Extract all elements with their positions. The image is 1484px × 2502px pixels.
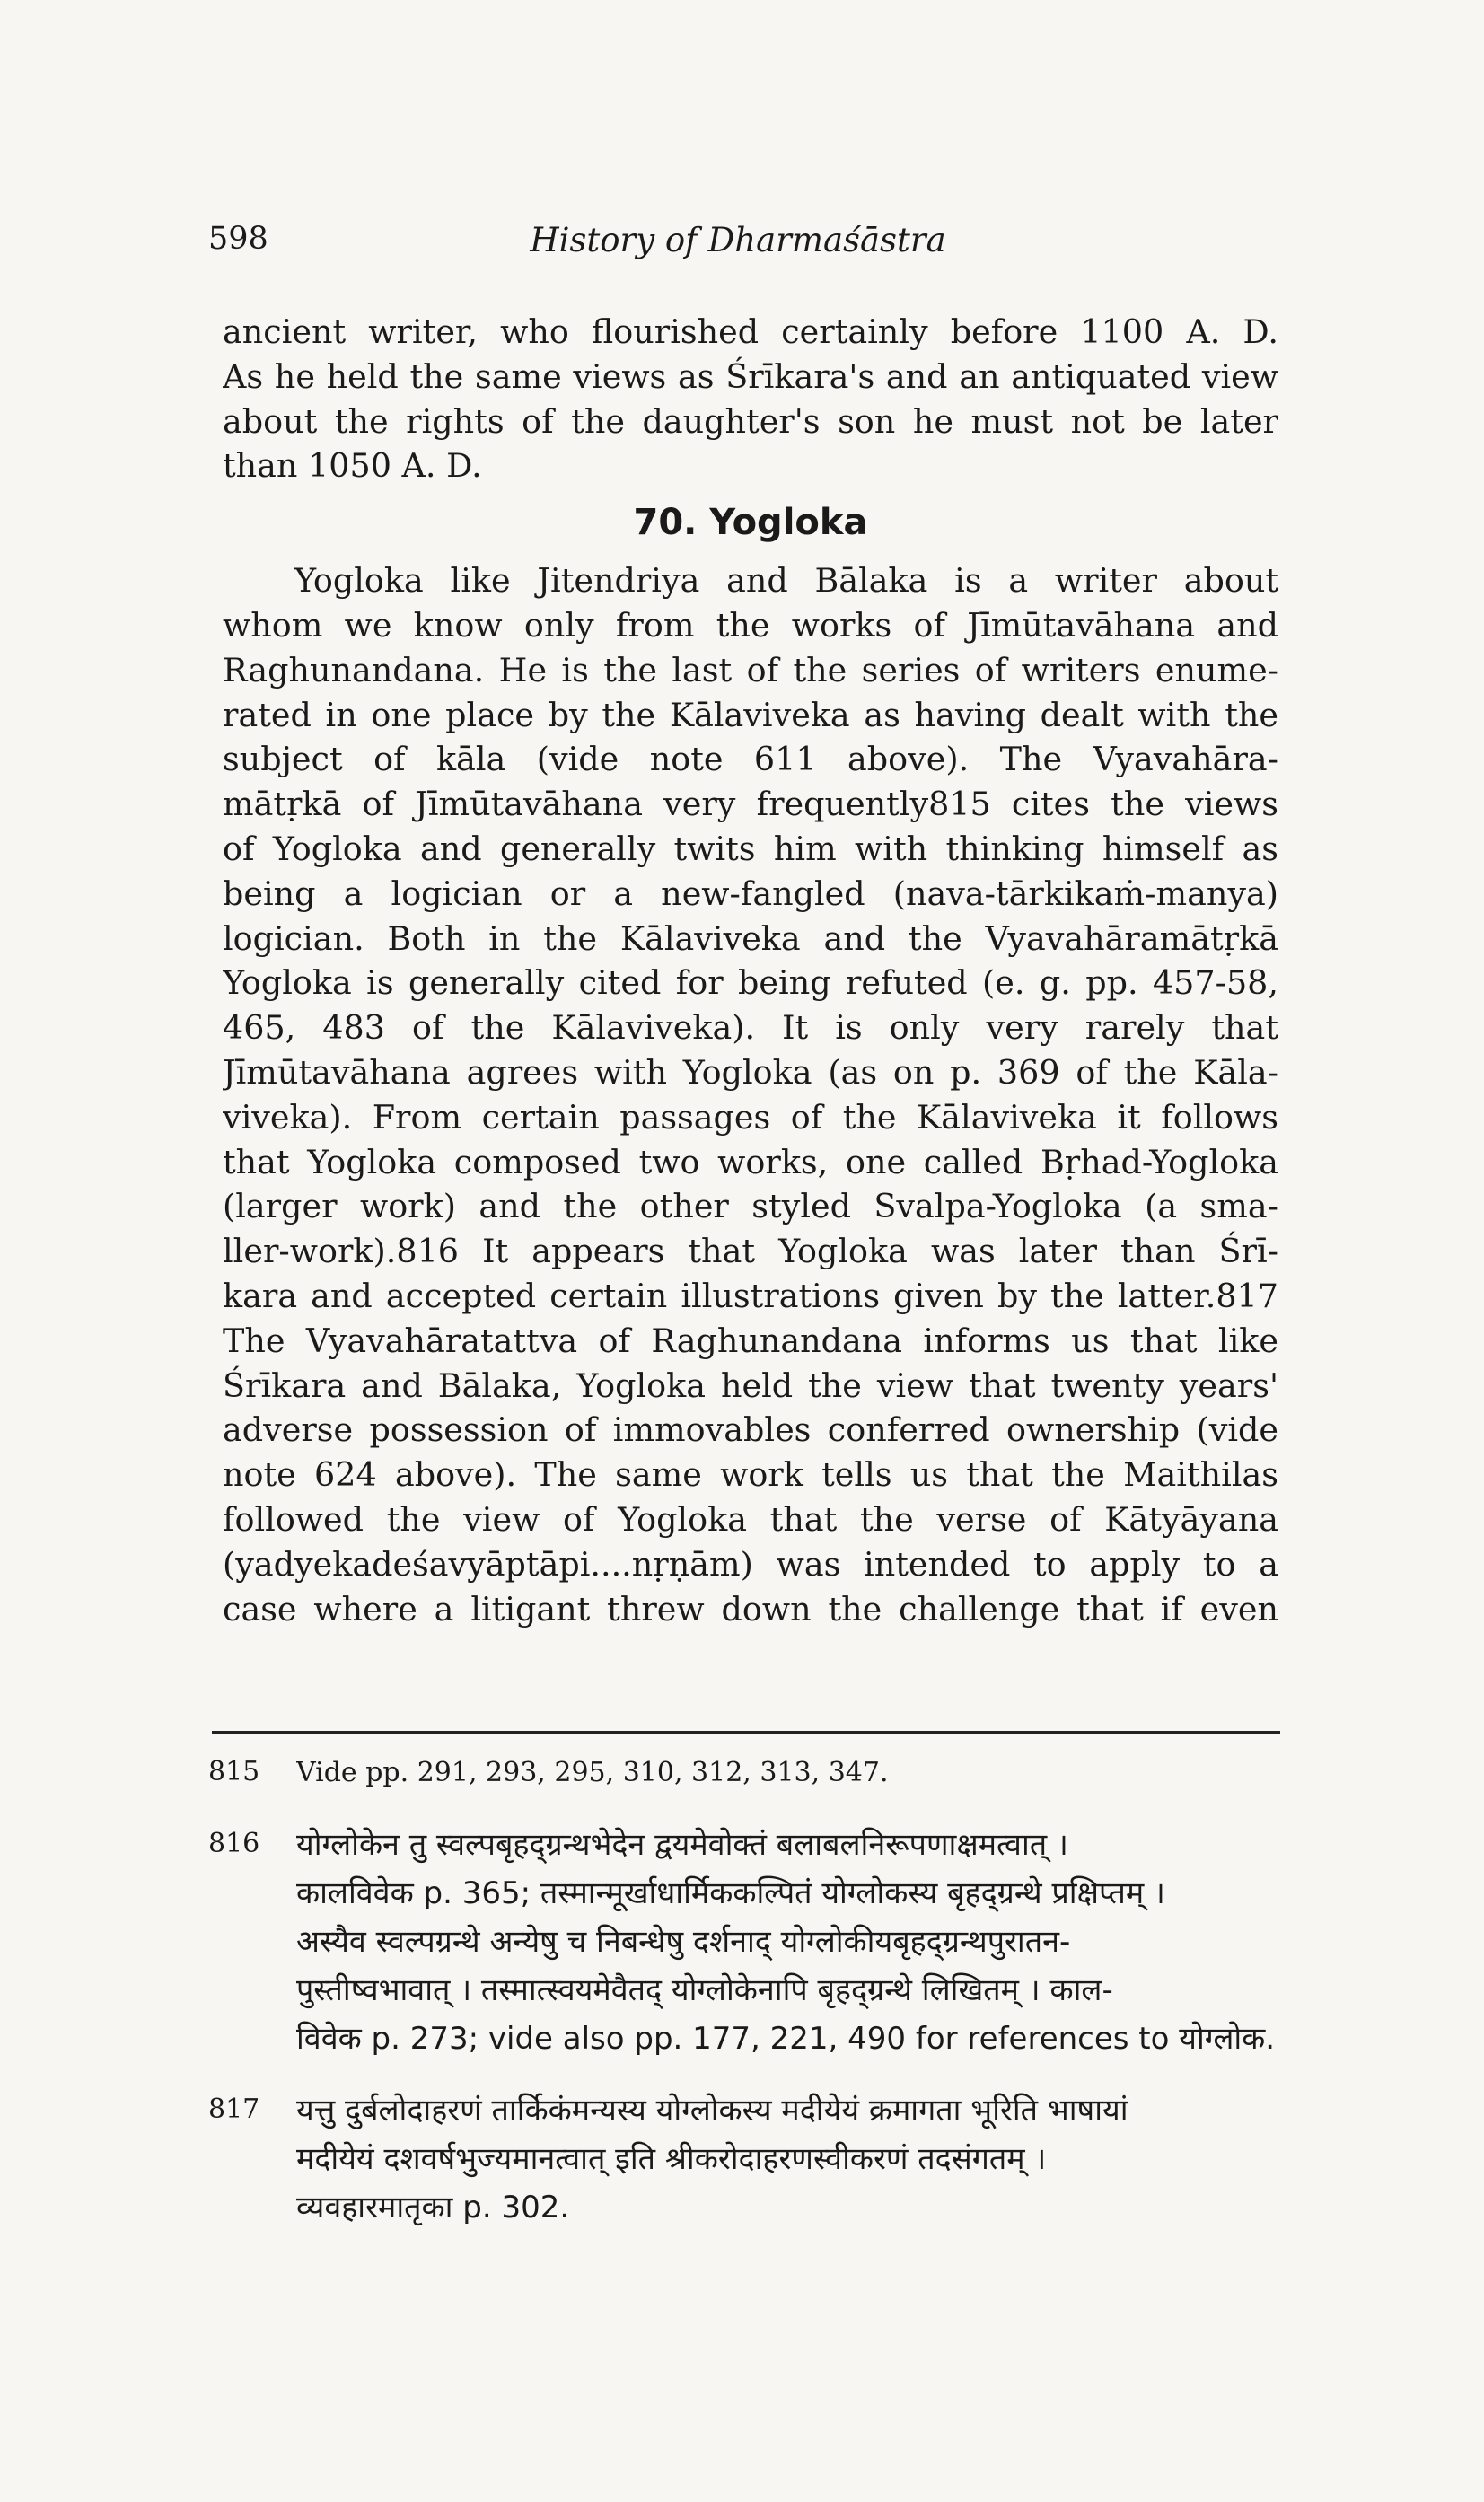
- footnote-number: 816: [208, 1828, 260, 1859]
- footnote-line: योग्लोकेन तु स्वल्पबृहद्ग्रन्थभेदेन द्वयमेवोक्तं बलाबलनिरूपणाक्षमत्वात् ।: [296, 1827, 1068, 1863]
- footnotes: [208, 1749, 1278, 2255]
- text-line: Jīmūtavāhana agrees with Yogloka (as on p. 369 of the Kāla-: [223, 1052, 1278, 1092]
- text-line: about the rights of the daughter's son he must not be later: [223, 401, 1278, 441]
- text-line: mātṛkā of Jīmūtavāhana very frequently815 cites the views: [223, 785, 1278, 824]
- footnote-line: कालविवेक p. 365; तस्मान्मूर्खाधार्मिककल्पितं योग्लोकस्य बृहद्ग्रन्थे प्रक्षिप्तम् ।: [296, 1875, 1165, 1911]
- text-line: of Yogloka and generally twits him with thinking himself as: [223, 829, 1278, 868]
- text-line: than 1050 A. D.: [223, 446, 482, 486]
- page-header: [208, 221, 1268, 266]
- footnote: [208, 2086, 1278, 2232]
- text-line: note 624 above). The same work tells us that the Maithilas: [223, 1455, 1278, 1495]
- text-line: Yogloka is generally cited for being refuted (e. g. pp. 457-58,: [223, 963, 1278, 1003]
- footnote-number: 817: [208, 2094, 260, 2125]
- footnote-line: Vide pp. 291, 293, 295, 310, 312, 313, 347.: [296, 1757, 889, 1788]
- footnote-line: यत्तु दुर्बलोदाहरणं तार्किकंमन्यस्य योग्लोकस्य मदीयेयं क्रमागता भूरिति भाषायां: [296, 2093, 1128, 2129]
- text-line: that Yogloka composed two works, one called Bṛhad-Yogloka: [223, 1142, 1278, 1181]
- text-line: Raghunandana. He is the last of the series of writers enume-: [223, 650, 1278, 689]
- text-line: rated in one place by the Kālaviveka as having dealt with the: [223, 695, 1278, 734]
- footnote-line: पुस्तीष्वभावात् । तस्मात्स्वयमेवैतद् योग्लोकेनापि बृहद्ग्रन्थे लिखितम् । काल-: [296, 1972, 1113, 2008]
- footnote-line: मदीयेयं दशवर्षभुज्यमानत्वात् इति श्रीकरोदाहरणस्वीकरणं तदसंगतम् ।: [296, 2141, 1047, 2177]
- text-line: ancient writer, who flourished certainly before 1100 A. D.: [223, 312, 1278, 351]
- text-line: Śrīkara and Bālaka, Yogloka held the view that twenty years': [223, 1365, 1278, 1405]
- footnote-number: 815: [208, 1756, 260, 1787]
- text-line: The Vyavahāratattva of Raghunandana informs us that like: [223, 1321, 1278, 1360]
- footnote: [208, 1821, 1278, 2063]
- text-line: kara and accepted certain illustrations given by the latter.817: [223, 1276, 1278, 1315]
- text-line: As he held the same views as Śrīkara's and an antiquated view: [223, 356, 1278, 396]
- text-line: whom we know only from the works of Jīmūtavāhana and: [223, 605, 1278, 645]
- footnote-line: व्यवहारमातृका p. 302.: [296, 2190, 570, 2225]
- footnote-line: विवेक p. 273; vide also pp. 177, 221, 490 for references to योग्लोक.: [296, 2021, 1276, 2057]
- text-line: viveka). From certain passages of the Kālaviveka it follows: [223, 1097, 1278, 1137]
- text-line: being a logician or a new-fangled (nava-tārkikaṁ-manya): [223, 874, 1278, 913]
- body-text: [223, 310, 1278, 1631]
- text-line: subject of kāla (vide note 611 above). The Vyavahāra-: [223, 740, 1278, 779]
- page-number: 598: [208, 221, 268, 257]
- text-line: Yogloka like Jitendriya and Bālaka is a writer about: [294, 561, 1278, 601]
- text-line: (larger work) and the other styled Svalpa-Yogloka (a sma-: [223, 1187, 1278, 1226]
- section-heading: 70. Yogloka: [633, 502, 868, 544]
- text-line: ller-work).816 It appears that Yogloka was later than Śrī-: [223, 1232, 1278, 1271]
- text-line: 465, 483 of the Kālaviveka). It is only very rarely that: [223, 1008, 1278, 1048]
- text-line: logician. Both in the Kālaviveka and the Vyavahāramātṛkā: [223, 918, 1278, 958]
- footnote-line: अस्यैव स्वल्पग्रन्थे अन्येषु च निबन्धेषु दर्शनाद् योग्लोकीयबृहद्ग्रन्थपुरातन-: [296, 1924, 1071, 1960]
- running-title: History of Dharmaśāstra: [530, 221, 946, 259]
- footnote-divider: [212, 1731, 1280, 1734]
- text-line: case where a litigant threw down the challenge that if even: [223, 1589, 1278, 1628]
- footnote: [208, 1749, 1278, 1797]
- text-line: followed the view of Yogloka that the verse of Kātyāyana: [223, 1499, 1278, 1539]
- text-line: (yadyekadeśavyāptāpi....nṛṇām) was intended to apply to a: [223, 1544, 1278, 1584]
- text-line: adverse possession of immovables conferred ownership (vide: [223, 1410, 1278, 1450]
